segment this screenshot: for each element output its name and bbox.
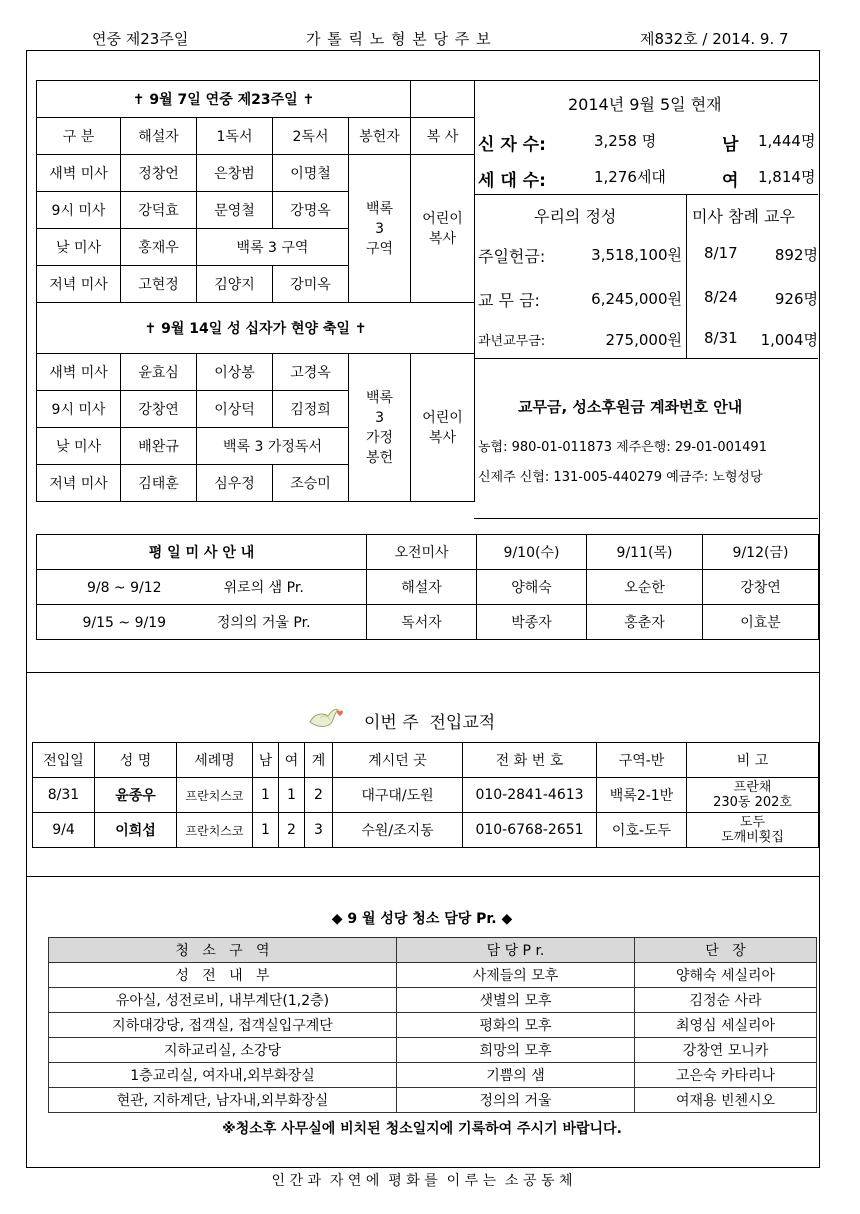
cell: 1 [253, 813, 279, 848]
cleaning-table [48, 937, 817, 1113]
column-header: 비 고 [687, 743, 819, 778]
roster-title-row [37, 303, 475, 354]
column-header: 전입일 [33, 743, 95, 778]
column-header: 계 [305, 743, 333, 778]
cell: 김정순 사라 [635, 988, 817, 1013]
mass-time: 저녁 미사 [37, 266, 121, 303]
cell: 현관, 지하계단, 남자내,외부화장실 [49, 1088, 397, 1113]
attendance-date: 8/24 [704, 288, 738, 306]
mass-time: 낮 미사 [37, 428, 121, 465]
cell: 강미옥 [273, 266, 349, 303]
cell: 오순한 [587, 570, 703, 605]
table-header-row [49, 938, 817, 963]
mass-time: 9시 미사 [37, 391, 121, 428]
cleaning-title: ◆ 9 월 성당 청소 담당 Pr. ◆ [331, 911, 513, 927]
cell: 프란치스코 [177, 778, 253, 813]
panel-border [474, 80, 818, 81]
cell: 3 [305, 813, 333, 848]
believers-label: 신 자 수: [478, 135, 546, 155]
cell: 정의의 거울 [397, 1088, 635, 1113]
note-line: 도깨비횟집 [721, 830, 784, 845]
cell: 유아실, 성전로비, 내부계단(1,2층) [49, 988, 397, 1013]
cell: 최영심 세실리아 [635, 1013, 817, 1038]
mass-time: 새벽 미사 [37, 354, 121, 391]
cell: 조승미 [273, 465, 349, 502]
cell: 강명옥 [273, 192, 349, 229]
column-header: 해설자 [121, 118, 197, 155]
newcomers-title: 이번 주 전입교적 [364, 713, 496, 733]
cell: 1 [279, 778, 305, 813]
cell: 수원/조지동 [333, 813, 463, 848]
role: 해설자 [367, 570, 477, 605]
altar-line: 복사 [429, 230, 457, 247]
table-row [49, 1063, 817, 1088]
column-header: 담 당 P r. [397, 938, 635, 963]
cell: 8/31 [33, 778, 95, 813]
offering-label: 과년교무금: [478, 334, 546, 349]
offering-line: 백록 [365, 389, 394, 406]
cell: 고현정 [121, 266, 197, 303]
offering-line: 봉헌 [365, 449, 394, 466]
offering-line: 3 [375, 220, 384, 237]
column-header: 청 소 구 역 [49, 938, 397, 963]
cell: 대구대/도원 [333, 778, 463, 813]
mass-time: 새벽 미사 [37, 155, 121, 192]
weekday-title: 평 일 미 사 안 내 [37, 535, 367, 570]
panel-border [474, 518, 818, 519]
altar-line: 어린이 [422, 409, 463, 426]
column-header: 전 화 번 호 [463, 743, 597, 778]
column-header: 구역-반 [597, 743, 687, 778]
offering-value: 3,518,100원 [591, 246, 682, 264]
attendance-count: 926명 [774, 290, 818, 308]
offering-cell [349, 354, 411, 502]
cell: 박종자 [477, 605, 587, 640]
cell: 양해숙 [477, 570, 587, 605]
cell: 홍재우 [121, 229, 197, 266]
offering-cell [349, 155, 411, 303]
table-row [49, 1038, 817, 1063]
cell: 1 [253, 778, 279, 813]
table-row [49, 963, 817, 988]
cell: 기쁨의 샘 [397, 1063, 635, 1088]
column-header: 단 장 [635, 938, 817, 963]
column-header: 계시던 곳 [333, 743, 463, 778]
roster-title-1: ✝ 9월 7일 연중 제23주일 ✝ [37, 81, 411, 118]
attendance-date: 8/31 [704, 329, 738, 347]
note-line: 프란채 [733, 780, 772, 795]
table-header-row [37, 535, 819, 570]
cell: 이명철 [273, 155, 349, 192]
altar-line: 어린이 [422, 210, 463, 227]
altar-line: 복사 [429, 429, 457, 446]
cell: 성 전 내 부 [49, 963, 397, 988]
column-header: 9/11(목) [587, 535, 703, 570]
column-header: 1독서 [197, 118, 273, 155]
offering-value: 275,000원 [605, 331, 682, 349]
cell: 정창언 [121, 155, 197, 192]
mass-time: 9시 미사 [37, 192, 121, 229]
male-label: 남 [722, 135, 739, 155]
mass-roster-table [36, 80, 475, 502]
mass-time: 저녁 미사 [37, 465, 121, 502]
prayer-group: 정의의 거울 Pr. [216, 615, 311, 631]
cell: 김양지 [197, 266, 273, 303]
attendance-date: 8/17 [704, 244, 738, 262]
role: 독서자 [367, 605, 477, 640]
households-label: 세 대 수: [478, 171, 546, 191]
note-cell [687, 813, 819, 848]
offering-title: 우리의 정성 [534, 207, 617, 226]
column-header: 9/12(금) [703, 535, 819, 570]
bulletin-week: 연중 제23주일 [92, 30, 189, 48]
roster-title-2: ✝ 9월 14일 성 십자가 현양 축일 ✝ [37, 303, 475, 354]
attendance-count: 892명 [774, 246, 818, 264]
households-value: 1,276세대 [594, 168, 666, 186]
cell: 2 [279, 813, 305, 848]
cell: 이희섭 [95, 813, 177, 848]
cell: 이상봉 [197, 354, 273, 391]
divider [26, 876, 819, 877]
roster-header-row [37, 118, 475, 155]
column-header: 성 명 [95, 743, 177, 778]
period-cell [37, 570, 367, 605]
cell: 백록 3 가정독서 [197, 428, 349, 465]
weekday-mass-table [36, 534, 819, 640]
cell: 고은숙 카타리나 [635, 1063, 817, 1088]
cell: 백록2-1반 [597, 778, 687, 813]
period: 9/15 ~ 9/19 [82, 615, 167, 631]
cell: 강덕효 [121, 192, 197, 229]
offering-line: 구역 [365, 240, 394, 257]
cell: 1층교리실, 여자내,외부화장실 [49, 1063, 397, 1088]
cell: 양해숙 세실리아 [635, 963, 817, 988]
roster-title-row [37, 81, 475, 118]
accounts-title: 교무금, 성소후원금 계좌번호 안내 [518, 398, 743, 416]
cell: 여재용 빈첸시오 [635, 1088, 817, 1113]
cell: 희망의 모후 [397, 1038, 635, 1063]
bulletin-title: 가 톨 릭 노 형 본 당 주 보 [306, 30, 492, 48]
issue-number: 제832호 / 2014. 9. 7 [640, 30, 789, 48]
male-value: 1,444명 [758, 132, 816, 150]
table-header-row [33, 743, 819, 778]
table-row [49, 988, 817, 1013]
offering-line: 가정 [365, 429, 394, 446]
cell: 프란치스코 [177, 813, 253, 848]
column-header: 세례명 [177, 743, 253, 778]
column-header: 구 분 [37, 118, 121, 155]
period: 9/8 ~ 9/12 [86, 580, 162, 596]
attendance-title: 미사 참례 교우 [692, 207, 795, 226]
cell: 심우정 [197, 465, 273, 502]
cell: 지하대강당, 접객실, 접객실입구계단 [49, 1013, 397, 1038]
cell: 9/4 [33, 813, 95, 848]
table-row [33, 778, 819, 813]
dove-icon [306, 704, 346, 732]
panel-border [474, 358, 818, 359]
cell: 강창연 [703, 570, 819, 605]
cell: 2 [305, 778, 333, 813]
cell: 강창연 모니카 [635, 1038, 817, 1063]
column-header: 9/10(수) [477, 535, 587, 570]
cell: 샛별의 모후 [397, 988, 635, 1013]
believers-value: 3,258 명 [594, 132, 657, 150]
prayer-group: 위로의 샘 Pr. [223, 580, 304, 596]
cell: 김정희 [273, 391, 349, 428]
cell: 010-6768-2651 [463, 813, 597, 848]
table-row [37, 605, 819, 640]
column-header: 복 사 [411, 118, 475, 155]
cell: 은창범 [197, 155, 273, 192]
panel-border [686, 194, 687, 358]
cell: 이상덕 [197, 391, 273, 428]
cell: 사제들의 모후 [397, 963, 635, 988]
account-line: 농협: 980-01-011873 제주은행: 29-01-001491 [478, 440, 767, 455]
attendance-count: 1,004명 [760, 331, 818, 349]
note-line: 230동 202호 [713, 795, 792, 810]
period-cell [37, 605, 367, 640]
female-value: 1,814명 [758, 168, 816, 186]
status-title: 2014년 9월 5일 현재 [568, 95, 722, 114]
column-header: 2독서 [273, 118, 349, 155]
cell: 이효분 [703, 605, 819, 640]
altar-server-cell [411, 155, 475, 303]
offering-value: 6,245,000원 [591, 290, 682, 308]
column-header: 여 [279, 743, 305, 778]
cell: 백록 3 구역 [197, 229, 349, 266]
table-row [33, 813, 819, 848]
table-row [49, 1088, 817, 1113]
cell: 010-2841-4613 [463, 778, 597, 813]
newcomers-table [32, 742, 819, 848]
table-row [37, 354, 475, 391]
cell: 배완규 [121, 428, 197, 465]
divider [26, 672, 819, 673]
table-row [37, 570, 819, 605]
cell: 평화의 모후 [397, 1013, 635, 1038]
column-header: 봉헌자 [349, 118, 411, 155]
altar-server-cell [411, 354, 475, 502]
cell: 홍춘자 [587, 605, 703, 640]
offering-line: 백록 [365, 200, 394, 217]
account-line: 신제주 신협: 131-005-440279 예금주: 노형성당 [478, 470, 763, 485]
table-row [49, 1013, 817, 1038]
column-header: 오전미사 [367, 535, 477, 570]
female-label: 여 [722, 171, 739, 191]
cell: 고경옥 [273, 354, 349, 391]
cell: 지하교리실, 소강당 [49, 1038, 397, 1063]
column-header: 남 [253, 743, 279, 778]
cell: 문영철 [197, 192, 273, 229]
mass-time: 낮 미사 [37, 229, 121, 266]
note-line: 도두 [739, 815, 766, 830]
panel-border [474, 194, 818, 195]
offering-label: 교 무 금: [478, 291, 540, 310]
cell: 강창연 [121, 391, 197, 428]
note-cell [687, 778, 819, 813]
cell: 김태훈 [121, 465, 197, 502]
footer-motto: 인 간 과 자 연 에 평 화 를 이 루 는 소 공 동 체 [271, 1173, 573, 1189]
cell: 이호-도두 [597, 813, 687, 848]
table-row [37, 155, 475, 192]
offering-label: 주일헌금: [478, 247, 546, 266]
cell: 윤효심 [121, 354, 197, 391]
cleaning-notice: ※청소후 사무실에 비치된 청소일지에 기록하여 주시기 바랍니다. [222, 1121, 622, 1137]
offering-line: 3 [375, 409, 384, 426]
cell: 윤종우 [95, 778, 177, 813]
